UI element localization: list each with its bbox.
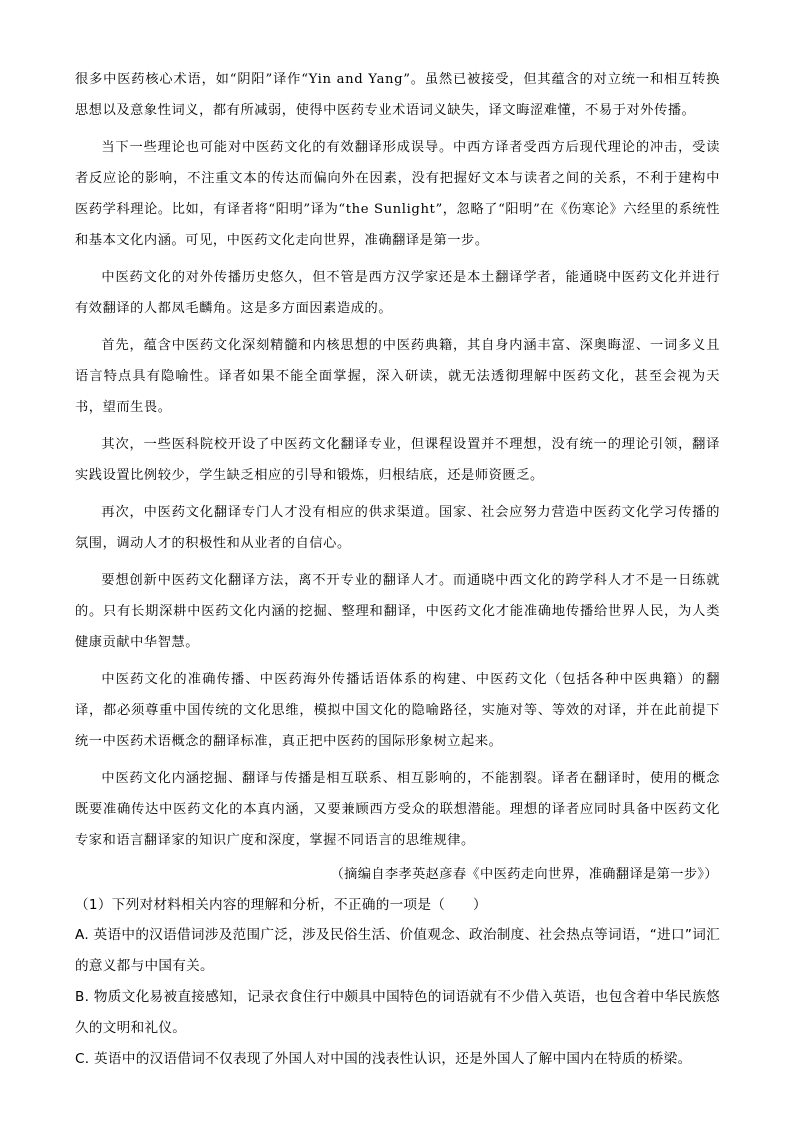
article-paragraph-3: 中医药文化的对外传播历史悠久，但不管是西方汉学家还是本土翻译学者，能通晓中医药文化并进行有效翻译的人都凤毛麟角。这是多方面因素造成的。: [75, 270, 720, 316]
article-source-citation: （摘编自李孝英赵彦春《中医药走向世界，准确翻译是第一步》）: [330, 867, 718, 882]
article-paragraph-9: 中医药文化内涵挖掘、翻译与传播是相互联系、相互影响的，不能割裂。译者在翻译时，使用的概念既要准确传达中医药文化的本真内涵，又要兼顾西方受众的联想潜能。理想的译者应同时具备中医药文化专家和语言翻译家的知识广度和深度，掌握不同语言的思维规律。: [75, 771, 720, 848]
article-paragraph-5: 其次，一些医科院校开设了中医药文化翻译专业，但课程设置并不理想，没有统一的理论引领，翻译实践设置比例较少，学生缺乏相应的引导和锻炼，归根结底，还是师资匮乏。: [75, 437, 720, 483]
question-stem: （1）下列对材料相关内容的理解和分析，不正确的一项是（ ）: [75, 897, 487, 913]
article-paragraph-4: 首先，蕴含中医药文化深刻精髓和内核思想的中医药典籍，其自身内涵丰富、深奥晦涩、一词多义且语言特点具有隐喻性。译者如果不能全面掌握，深入研读，就无法透彻理解中医药文化，甚至会视为天书，望而生畏。: [75, 338, 720, 415]
article-body: [75, 64, 720, 888]
article-paragraph-7: 要想创新中医药文化翻译方法，离不开专业的翻译人才。而通晓中西文化的跨学科人才不是一日练就的。只有长期深耕中医药文化内涵的挖掘、整理和翻译，中医药文化才能准确地传播给世界人民，为人类健康贡献中华智慧。: [75, 573, 720, 650]
question-block: [75, 890, 720, 1075]
question-option-b: B. 物质文化易被直接感知，记录衣食住行中颇具中国特色的词语就有不少借入英语，也包含着中华民族悠久的文明和礼仪。: [75, 989, 720, 1036]
article-paragraph-8: 中医药文化的准确传播、中医药海外传播话语体系的构建、中医药文化（包括各种中医典籍）的翻译，都必须尊重中国传统的文化思维，模拟中国文化的隐喻路径，实施对等、等效的对译，并在此前提下统一中医药术语概念的翻译标准，真正把中医药的国际形象树立起来。: [75, 672, 720, 749]
question-option-c: C. 英语中的汉语借词不仅表现了外国人对中国的浅表性认识，还是外国人了解中国内在特质的桥梁。: [75, 1051, 692, 1067]
article-paragraph-1: 很多中医药核心术语，如“阴阳”译作“Yin and Yang”。虽然已被接受，但其蕴含的对立统一和相互转换思想以及意象性词义，都有所减弱，使得中医药专业术语词义缺失，译文晦涩难懂，不易于对外传播。: [75, 72, 720, 118]
article-paragraph-6: 再次，中医药文化翻译专门人才没有相应的供求渠道。国家、社会应努力营造中医药文化学习传播的氛围，调动人才的积极性和从业者的自信心。: [75, 505, 720, 551]
question-option-a: A. 英语中的汉语借词涉及范围广泛，涉及民俗生活、价值观念、政治制度、社会热点等词语，“进口”词汇的意义都与中国有关。: [75, 927, 720, 974]
article-paragraph-2: 当下一些理论也可能对中医药文化的有效翻译形成误导。中西方译者受西方后现代理论的冲击，受读者反应论的影响，不注重文本的传达而偏向外在因素，没有把握好文本与读者之间的关系，不利于建构中医药学科理论。比如，有译者将“阳明”译为“the Sunlight”，忽略了“阳明”在《伤寒论》六经里的系统性和基本文化内涵。可见，中医药文化走向世界，准确翻译是第一步。: [75, 140, 720, 248]
